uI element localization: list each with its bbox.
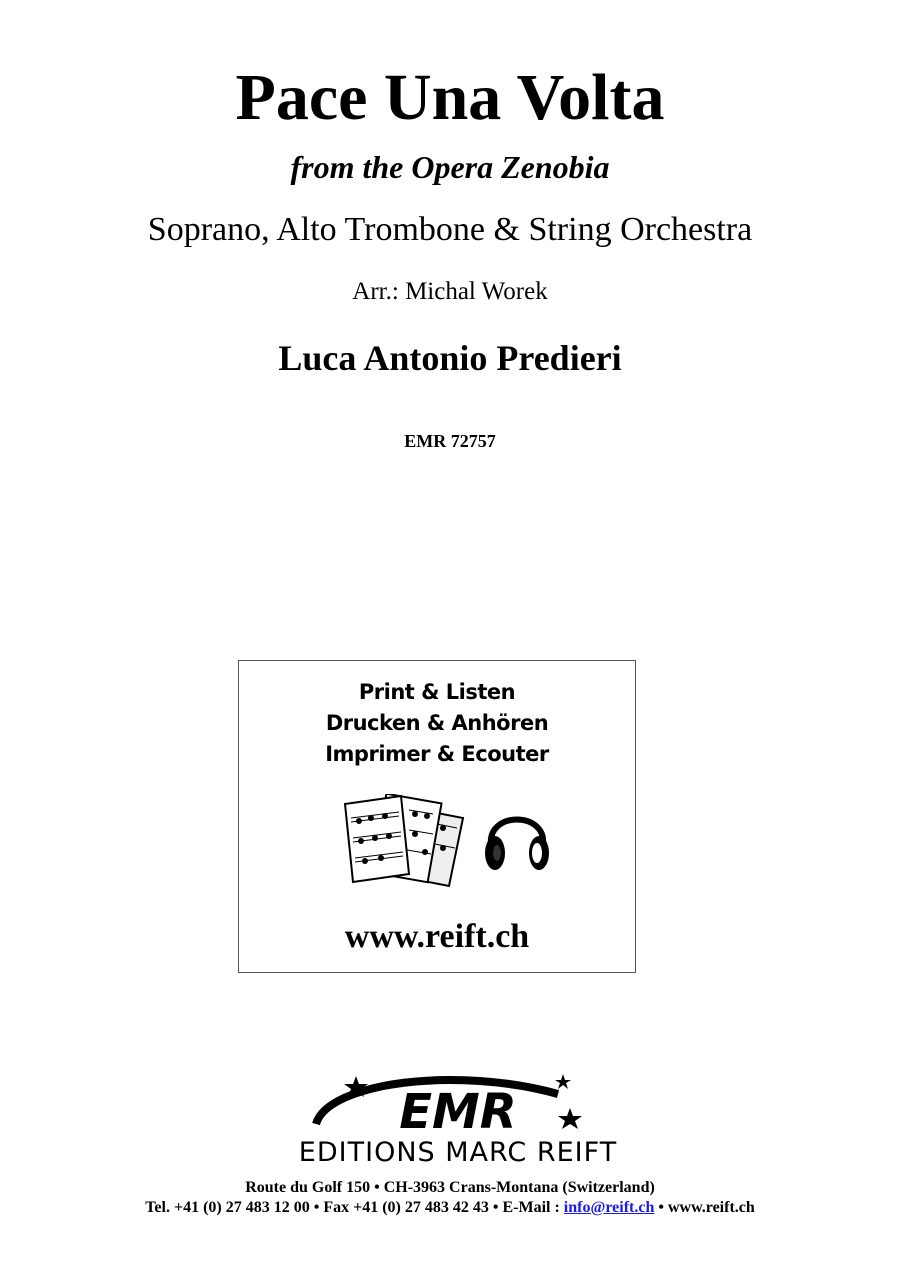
catalog-number: EMR 72757 [404,431,496,451]
print-listen-box [238,660,636,973]
emr-logo-mark [308,1072,588,1134]
sheet-music-icon [339,794,469,889]
promo-line-english: Print & Listen [358,680,516,704]
instrumentation: Soprano, Alto Trombone & String Orchestra [147,211,753,248]
email-link[interactable]: info@reift.ch [563,1199,655,1216]
promo-url[interactable]: www.reift.ch [344,918,530,955]
contact-phone-fax: Tel. +41 (0) 27 483 12 00 • Fax +41 (0) 27 483 42 43 • E-Mail : [145,1199,564,1216]
publisher-logo [238,1072,678,1172]
promo-line-french: Imprimer & Ecouter [325,742,549,766]
contact-website: • www.reift.ch [654,1199,755,1216]
headphones-icon [483,801,551,876]
composer: Luca Antonio Predieri [278,338,622,378]
page-title: Pace Una Volta [235,61,665,134]
promo-line-german: Drucken & Anhören [325,711,549,735]
logo-mark-text: EMR [399,1084,517,1134]
arranger: Arr.: Michal Worek [352,278,548,305]
subtitle: from the Opera Zenobia [290,149,610,185]
publisher-name: EDITIONS MARC REIFT [298,1137,618,1168]
publisher-address: Route du Golf 150 • CH-3963 Crans-Montana (Switzerland) [245,1179,655,1196]
publisher-contact [0,1198,900,1218]
